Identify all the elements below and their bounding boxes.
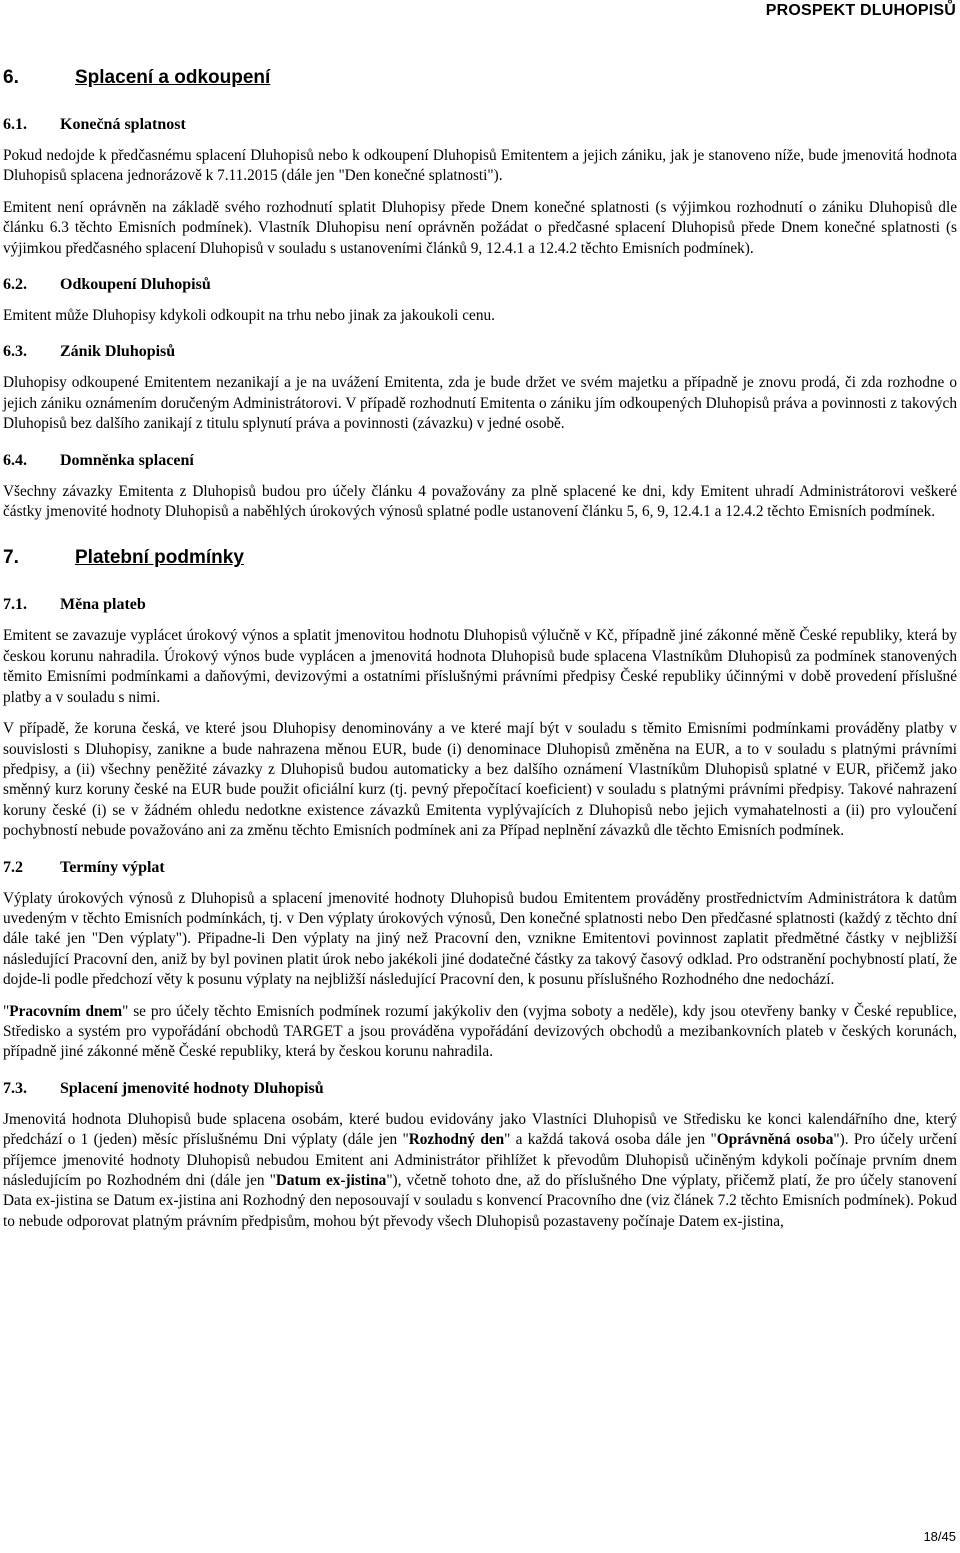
defined-term: Datum ex-jistina bbox=[275, 1172, 387, 1189]
section-title: Termíny výplat bbox=[60, 858, 165, 876]
section-6-3-heading bbox=[3, 341, 957, 362]
paragraph: Emitent se zavazuje vyplácet úrokový výnos a splatit jmenovitou hodnotu Dluhopisů výlučně v Kč, případně jiné zákonné měně České republiky, která by českou korunu nahradila. Úrokový výnos bude vyplácen a jmenovitá hodnota Dluhopisů bude splacena Vlastníkům Dluhopisů za podmínek stanovených těmito Emisními podmínkami a daňovými, devizovými a ostatními příslušnými právními předpisy České republiky účinnými v době provedení příslušné platby a v souladu s nimi. bbox=[3, 627, 957, 706]
defined-term: Rozhodný den bbox=[408, 1131, 505, 1149]
text-run: "). Pro účely určení příjemce jmenovité hodnoty Dluhopisů nebudou Emitent ani Administrátor přihlížet k převodům Dluhopisů učiněným kdykoli počínaje prvním dnem následujícím po Rozhodném dni (dále jen " bbox=[3, 1131, 957, 1189]
section-title: Odkoupení Dluhopisů bbox=[60, 276, 211, 294]
paragraph: Emitent může Dluhopisy kdykoli odkoupit na trhu nebo jinak za jakoukoli cenu. bbox=[3, 307, 495, 325]
section-number: 7.2 bbox=[3, 858, 23, 876]
paragraph: Dluhopisy odkoupené Emitentem nezanikají a je na uvážení Emitenta, zda je bude držet ve svém majetku a případně je znovu prodá, či zda rozhodne o jejich zániku oznámením doručeným Administrátorovi. V případě rozhodnutí Emitenta o zániku jím odkoupených Dluhopisů práva a povinnosti z takových Dluhopisů bez dalšího zanikají z titulu splynutí práva a povinnosti (závazku) v jedné osobě. bbox=[3, 374, 957, 433]
section-6-1-heading bbox=[3, 114, 957, 135]
paragraph: V případě, že koruna česká, ve které jsou Dluhopisy denominovány a ve které mají být v souladu s těmito Emisními podmínkami prováděny platby v souvislosti s Dluhopisy, zanikne a bude nahrazena měnou EUR, bude (i) denominace Dluhopisů změněna na EUR, a to v souladu s platnými právními předpisy, a (ii) všechny peněžité závazky z Dluhopisů budou automaticky a bez dalšího oznámení Vlastníkům Dluhopisů splatné v EUR, přičemž jako směnný kurz koruny české na EUR bude použit oficiální kurz (tj. pevný přepočítací koeficient) v souladu s platnými právními předpisy. Takové nahrazení koruny české (i) se v žádném ohledu nedotkne existence závazků Emitenta vyplývajících z Dluhopisů nebo jejich vymahatelnosti a (ii) pro vyloučení pochybností nebude považováno ani za změnu těchto Emisních podmínek ani za Případ neplnění závazků dle těchto Emisních podmínek. bbox=[3, 720, 957, 840]
paragraph: Emitent není oprávněn na základě svého rozhodnutí splatit Dluhopisy přede Dnem konečné splatnosti (s výjimkou rozhodnutí o zániku Dluhopisů dle článku 6.3 těchto Emisních podmínek). Vlastník Dluhopisu není oprávněn požádat o předčasné splacení Dluhopisů přede Dnem konečné splatnosti (s výjimkou předčasného splacení Dluhopisů v souladu s ustanoveními článků 9, 12.4.1 a 12.4.2 těchto Emisních podmínek). bbox=[3, 198, 957, 257]
paragraph bbox=[3, 1002, 957, 1063]
section-6-2-heading bbox=[3, 274, 957, 295]
text-run: "), včetně tohoto dne, až do příslušného Dne výplaty, přičemž platí, že pro účely stanovení Data ex-jistina se Datum ex-jistina ani Rozhodný den neposouvají v souladu s konvencí Pracovního dne (viz článek 7.2 těchto Emisních podmínek). Pokud to nebude odporovat platným právním předpisům, mohou být převody všech Dluhopisů pozastaveny počínaje Datem ex-jistina, bbox=[3, 1172, 957, 1230]
text-run: " se pro účely těchto Emisních podmínek rozumí jakýkoliv den (vyjma soboty a neděle), kdy jsou otevřeny banky v České republice, Středisko a systém pro vypořádání obchodů TARGET a jsou prováděna vypořádání devizových obchodů a mezibankovních plateb v českých korunách, případně jiné zákonné měně České republiky, která by českou korunu nahradila. bbox=[3, 1002, 957, 1061]
section-7-1-heading bbox=[3, 594, 957, 615]
paragraph: Všechny závazky Emitenta z Dluhopisů budou pro účely článku 4 považovány za plně splacené ke dni, kdy Emitent uhradí Administrátorovi veškeré částky jmenovité hodnoty Dluhopisů a naběhlých úrokových výnosů splatné podle ustanovení článku 5, 6, 9, 12.4.1 a 12.4.2 těchto Emisních podmínek. bbox=[3, 482, 957, 521]
section-number: 6.4. bbox=[3, 451, 27, 469]
section-number: 6.3. bbox=[3, 343, 27, 361]
text-run: Jmenovitá hodnota Dluhopisů bude splacena osobám, které budou evidovány jako Vlastníci Dluhopisů ve Středisku ke konci kalendářního dne, který předchází o 1 (jeden) měsíc příslušnému Dni výplaty (dále jen " bbox=[3, 1110, 957, 1149]
defined-term: Oprávněná osoba bbox=[716, 1131, 834, 1149]
section-title: Splacení a odkoupení bbox=[75, 67, 271, 88]
paragraph bbox=[3, 1110, 957, 1232]
paragraph: Pokud nedojde k předčasnému splacení Dluhopisů nebo k odkoupení Dluhopisů Emitentem a jejich zániku, jak je stanoveno níže, bude jmenovitá hodnota Dluhopisů splacena jednorázově k 7.11.2015 (dále jen "Den konečné splatnosti"). bbox=[3, 147, 957, 185]
section-6-4-heading bbox=[3, 450, 957, 471]
section-title: Domněnka splacení bbox=[60, 451, 194, 469]
section-number: 7.1. bbox=[3, 596, 27, 614]
section-7-heading bbox=[3, 546, 957, 570]
text-run: " bbox=[3, 1002, 10, 1020]
running-header: PROSPEKT DLUHOPISŮ bbox=[765, 2, 956, 19]
section-number: 6. bbox=[3, 67, 19, 88]
section-title: Splacení jmenovité hodnoty Dluhopisů bbox=[60, 1079, 324, 1097]
section-title: Konečná splatnost bbox=[60, 116, 186, 133]
defined-term: Pracovním dnem bbox=[9, 1002, 123, 1020]
section-number: 6.1. bbox=[3, 116, 27, 133]
page-number: 18/45 bbox=[923, 1529, 956, 1544]
section-number: 7.3. bbox=[3, 1079, 27, 1097]
section-7-3-heading bbox=[3, 1078, 957, 1099]
text-run: " a každá taková osoba dále jen " bbox=[504, 1131, 717, 1149]
section-title: Zánik Dluhopisů bbox=[60, 343, 176, 361]
paragraph: Výplaty úrokových výnosů z Dluhopisů a splacení jmenovité hodnoty Dluhopisů budou Emitentem prováděny prostřednictvím Administrátora k datům uvedeným v těchto Emisních podmínkách, tj. v Den výplaty úrokových výnosů, Den konečné splatnosti nebo Den předčasné splatnosti (každý z těchto dní dále také jen "Den výplaty"). Připadne-li Den výplaty na jiný než Pracovní den, vznikne Emitentovi povinnost zaplatit předmětné částky v nejbližší následující Pracovní den, aniž by byl povinen platit úrok nebo jakékoli jiné dodatečné částky za takový časový odklad. Pro odstranění pochybností platí, že dojde-li podle předchozí věty k posunu výplaty na nejbližší následující Pracovní den, k posunu příslušného Rozhodného dne nedochází. bbox=[3, 889, 957, 989]
section-7-2-heading bbox=[3, 857, 957, 878]
section-number: 6.2. bbox=[3, 276, 27, 294]
section-title: Platební podmínky bbox=[75, 547, 244, 569]
page-content bbox=[3, 66, 957, 1232]
section-number: 7. bbox=[3, 547, 19, 569]
section-title: Měna plateb bbox=[60, 596, 146, 614]
section-6-heading bbox=[3, 66, 957, 90]
